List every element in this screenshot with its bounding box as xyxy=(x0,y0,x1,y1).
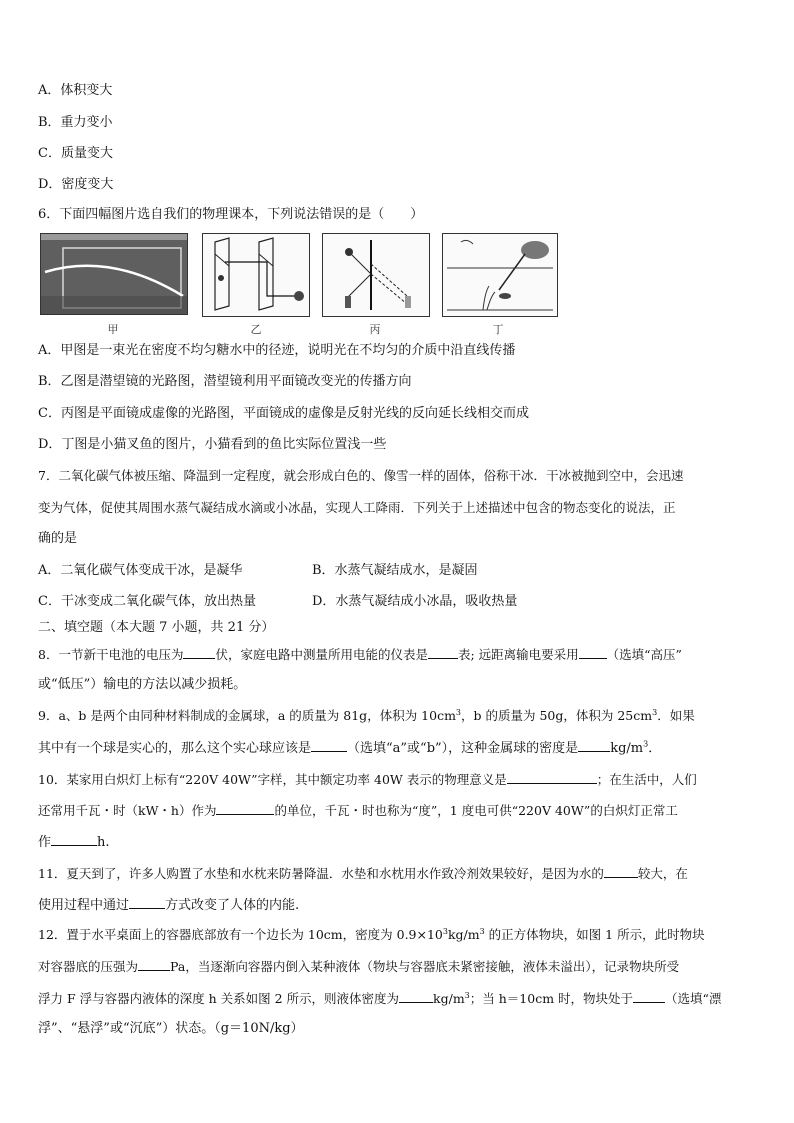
superscript: 3 xyxy=(455,707,462,717)
caption-jia: 甲 xyxy=(107,323,119,336)
section-heading: 二、填空题（本大题 7 小题，共 21 分） xyxy=(38,620,275,635)
q10-text-6: h. xyxy=(97,835,110,850)
q12-line1 xyxy=(38,927,705,943)
q8-text-2: 伏，家庭电路中测量所用电能的仪表是 xyxy=(215,647,428,662)
q11-text-1: 11．夏天到了，许多人购置了水垫和水枕来防暑降温．水垫和水枕用水作致冷剂效果较好，是因为水的 xyxy=(38,866,604,881)
q7-stem-line1: 7．二氧化碳气体被压缩、降温到一定程度，就会形成白色的、像雪一样的固体，俗称干冰．干冰被抛到空中，会迅速 xyxy=(38,468,684,483)
q8-text-3: 表; 远距离输电要采用 xyxy=(457,647,579,662)
answer-blank[interactable] xyxy=(51,833,97,846)
q5-option-d: D．密度变大 xyxy=(38,177,114,192)
q6-option-b: B．乙图是潜望镜的光路图，潜望镜利用平面镜改变光的传播方向 xyxy=(38,374,412,389)
answer-blank[interactable] xyxy=(633,990,665,1003)
figure-jia xyxy=(40,233,188,315)
q9-text-2: ，b 的质量为 50g，体积为 25cm xyxy=(461,708,653,723)
q9-text-4: 其中有一个球是实心的，那么这个实心球应该是 xyxy=(38,741,312,756)
q11-line1 xyxy=(38,865,688,882)
q11-text-3: 使用过程中通过 xyxy=(38,898,130,913)
q12-text-5: Pa，当逐渐向容器内倒入某种液体（物块与容器底未紧密接触，液体未溢出），记录物块所受 xyxy=(170,959,680,974)
q9-line2 xyxy=(38,739,661,757)
q11-line2 xyxy=(38,896,299,914)
answer-blank[interactable] xyxy=(428,646,458,659)
q12-line4: 浮”、“悬浮”或“沉底”）状态。（g＝10N/kg） xyxy=(38,1021,304,1036)
q7-stem-line3: 确的是 xyxy=(38,531,78,546)
q12-text-9: （选填“漂 xyxy=(665,991,722,1006)
q9-text-5: （选填“a”或“b”），这种金属球的密度是 xyxy=(347,741,579,756)
q12-line3 xyxy=(38,990,721,1007)
q6-option-c: C．丙图是平面镜成虚像的光路图，平面镜成的虚像是反射光线的反向延长线相交而成 xyxy=(38,406,529,421)
q9-line1 xyxy=(38,708,695,724)
q7-option-b: B．水蒸气凝结成水，是凝固 xyxy=(312,563,478,578)
q6-option-a: A．甲图是一束光在密度不均匀糖水中的径迹，说明光在不均匀的介质中沿直线传播 xyxy=(38,343,516,358)
answer-blank[interactable] xyxy=(183,646,215,659)
q10-text-2: ；在生活中，人们 xyxy=(596,772,697,787)
answer-blank[interactable] xyxy=(399,990,433,1003)
q9-text-7: ． xyxy=(648,741,662,756)
q12-text-1: 12．置于水平桌面上的容器底部放有一个边长为 10cm，密度为 0.9×10 xyxy=(38,927,443,942)
q8-text-1: 8．一节新干电池的电压为 xyxy=(38,647,184,662)
superscript: 3 xyxy=(479,926,485,936)
q7-option-a: A．二氧化碳气体变成干冰，是凝华 xyxy=(38,563,243,578)
caption-bing: 丙 xyxy=(369,323,381,336)
answer-blank[interactable] xyxy=(138,958,170,971)
q12-text-8: ；当 h＝10cm 时，物块处于 xyxy=(469,991,634,1006)
q8-line2: 或“低压”）输电的方法以减少损耗。 xyxy=(38,677,247,692)
q7-option-c: C．干冰变成二氧化碳气体，放出热量 xyxy=(38,594,256,609)
figure-ding xyxy=(442,233,558,317)
q5-option-b: B．重力变小 xyxy=(38,115,113,130)
answer-blank[interactable] xyxy=(578,739,610,752)
answer-blank[interactable] xyxy=(216,802,274,815)
q11-text-2: 较大，在 xyxy=(637,866,688,881)
q9-text-6: kg/m xyxy=(610,741,644,756)
q10-text-5: 作 xyxy=(38,835,52,850)
q5-option-c: C．质量变大 xyxy=(38,146,113,161)
q7-option-d: D．水蒸气凝结成小冰晶，吸收热量 xyxy=(312,594,518,609)
q10-text-1: 10．某家用白炽灯上标有“220V 40W”字样，其中额定功率 40W 表示的物理意义是 xyxy=(38,772,507,787)
caption-ding: 丁 xyxy=(492,323,504,336)
answer-blank[interactable] xyxy=(507,771,597,784)
figure-bing xyxy=(322,233,430,317)
q11-text-4: 方式改变了人体的内能. xyxy=(165,898,300,913)
q10-text-3: 还常用千瓦・时（kW・h）作为 xyxy=(38,803,217,818)
superscript: 3 xyxy=(643,739,649,749)
q6-stem: 6．下面四幅图片选自我们的物理课本，下列说法错误的是（ ） xyxy=(38,207,424,222)
q9-text-3: ．如果 xyxy=(657,708,695,723)
q8-line1 xyxy=(38,646,682,663)
answer-blank[interactable] xyxy=(129,896,165,909)
caption-yi: 乙 xyxy=(250,323,262,336)
q12-line2 xyxy=(38,958,679,975)
superscript: 3 xyxy=(464,990,470,1000)
q9-text-1: 9．a、b 是两个由同种材料制成的金属球，a 的质量为 81g，体积为 10cm xyxy=(38,708,456,723)
answer-blank[interactable] xyxy=(579,646,607,659)
q6-option-d: D．丁图是小猫叉鱼的图片，小猫看到的鱼比实际位置浅一些 xyxy=(38,437,387,452)
answer-blank[interactable] xyxy=(311,739,347,752)
q12-text-4: 对容器底的压强为 xyxy=(38,959,139,974)
figure-yi xyxy=(202,233,310,317)
q10-line1 xyxy=(38,771,697,788)
q12-text-3: 的正方体物块，如图 1 所示，此时物块 xyxy=(484,927,705,942)
q12-text-7: kg/m xyxy=(433,991,465,1006)
q10-line3 xyxy=(38,833,110,851)
q5-option-a: A．体积变大 xyxy=(38,83,113,98)
q10-text-4: 的单位，千瓦・时也称为“度”，1 度电可供“220V 40W”的白炽灯正常工 xyxy=(274,803,678,818)
q6-figures xyxy=(40,233,560,335)
superscript: 3 xyxy=(442,926,448,936)
q7-stem-line2: 变为气体，促使其周围水蒸气凝结成水滴或小冰晶，实现人工降雨．下列关于上述描述中包含的物态变化的说法，正 xyxy=(38,500,676,515)
q12-text-2: kg/m xyxy=(447,927,480,942)
answer-blank[interactable] xyxy=(604,865,638,878)
superscript: 3 xyxy=(652,707,658,717)
q12-text-6: 浮力 F 浮与容器内液体的深度 h 关系如图 2 所示，则液体密度为 xyxy=(38,991,400,1006)
q10-line2 xyxy=(38,802,678,819)
q8-text-4: （选填“高压” xyxy=(606,647,682,662)
